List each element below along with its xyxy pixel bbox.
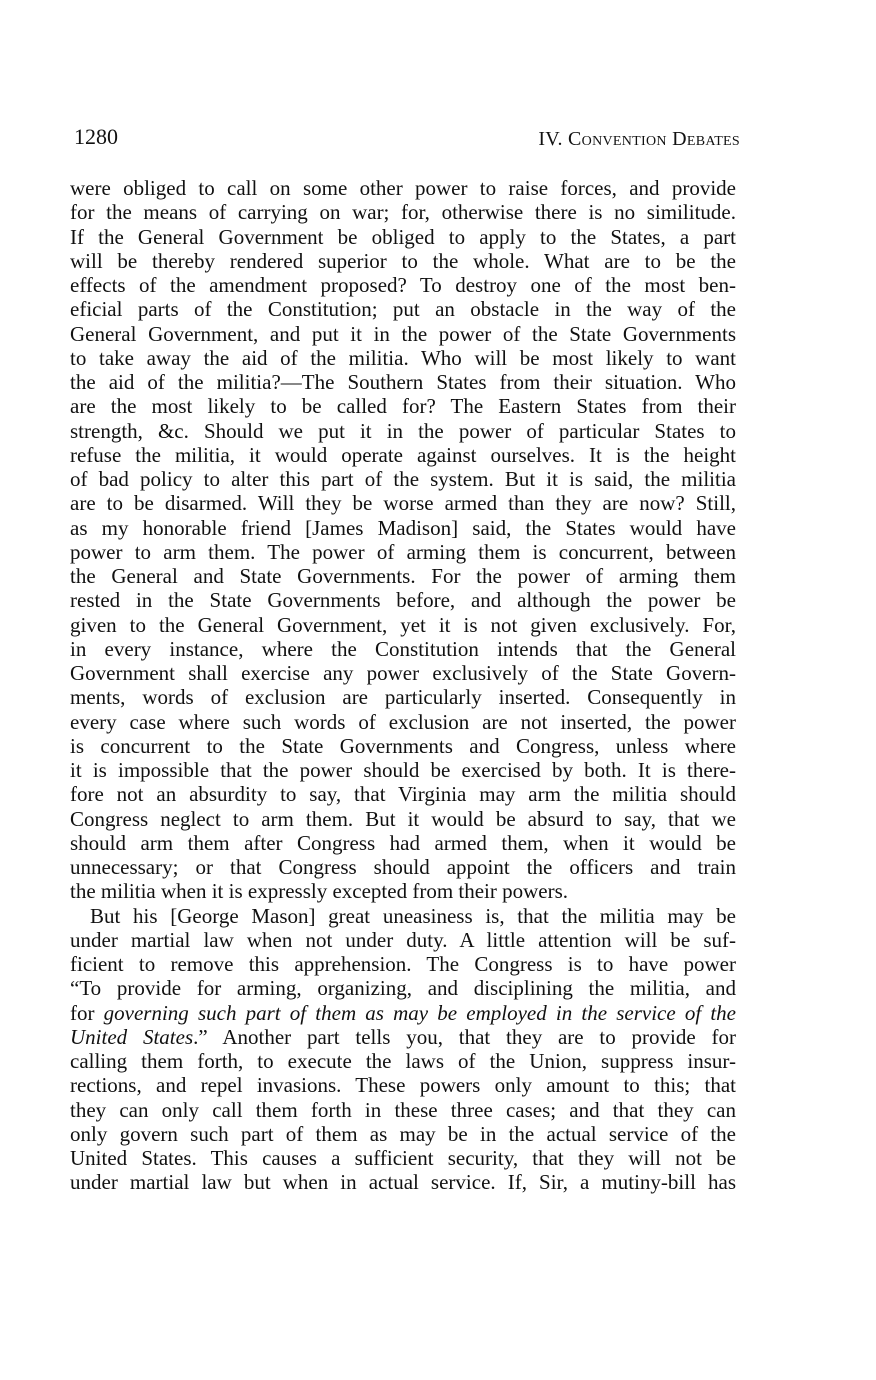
text-line: refuse the militia, it would operate against ourselves. It is the height bbox=[70, 442, 736, 467]
text-line: ments, words of exclusion are particularly inserted. Consequently in bbox=[70, 685, 736, 710]
text-line bbox=[70, 1025, 736, 1049]
page-number: 1280 bbox=[74, 124, 118, 149]
text-line: are the most likely to be called for? The Eastern States from their bbox=[70, 394, 736, 419]
text-segment: .” Another part tells you, that they are to provide for bbox=[193, 1024, 736, 1049]
text-line: should arm them after Congress had armed them, when it would be bbox=[70, 830, 736, 855]
text-line: under martial law when not under duty. A little attention will be suf- bbox=[70, 927, 736, 952]
text-line: to take away the aid of the militia. Who will be most likely to want bbox=[70, 345, 736, 370]
italic-quote: governing such part of them as may be employed in the service of the bbox=[103, 1000, 736, 1025]
text-line: will be thereby rendered superior to the whole. What are to be the bbox=[70, 248, 736, 273]
text-line: Congress neglect to arm them. But it would be absurd to say, that we bbox=[70, 806, 736, 831]
text-line: eficial parts of the Constitution; put an obstacle in the way of the bbox=[70, 297, 736, 322]
text-line: effects of the amendment proposed? To destroy one of the most ben- bbox=[70, 273, 736, 297]
text-line: the General and State Governments. For the power of arming them bbox=[70, 564, 736, 588]
text-line: strength, &c. Should we put it in the power of particular States to bbox=[70, 418, 736, 443]
text-line: given to the General Government, yet it is not given exclusively. For, bbox=[70, 612, 736, 637]
text-line: General Government, and put it in the power of the State Governments bbox=[70, 321, 736, 346]
text-line: the aid of the militia?—The Southern States from their situation. Who bbox=[70, 370, 736, 394]
text-segment: for bbox=[70, 1000, 104, 1025]
text-line: If the General Government be obliged to apply to the States, a part bbox=[70, 224, 736, 249]
text-line: they can only call them forth in these three cases; and that they can bbox=[70, 1097, 736, 1122]
text-line: unnecessary; or that Congress should appoint the officers and train bbox=[70, 855, 736, 879]
text-line: under martial law but when in actual service. If, Sir, a mutiny-bill has bbox=[70, 1170, 736, 1195]
text-line: rested in the State Governments before, and although the power be bbox=[70, 588, 736, 613]
text-line: rections, and repel invasions. These powers only amount to this; that bbox=[70, 1073, 736, 1098]
text-line: United States. This causes a sufficient security, that they will not be bbox=[70, 1146, 736, 1170]
running-head bbox=[74, 122, 740, 156]
text-line: fore not an absurdity to say, that Virginia may arm the militia should bbox=[70, 782, 736, 807]
text-line: of bad policy to alter this part of the system. But it is said, the militia bbox=[70, 467, 736, 491]
text-line: “To provide for arming, organizing, and disciplining the militia, and bbox=[70, 976, 736, 1001]
text-line: in every instance, where the Constitution intends that the General bbox=[70, 636, 736, 661]
text-line bbox=[70, 1001, 736, 1025]
text-line: is concurrent to the State Governments and Congress, unless where bbox=[70, 733, 736, 758]
text-line: every case where such words of exclusion are not inserted, the power bbox=[70, 709, 736, 734]
text-line: as my honorable friend [James Madison] said, the States would have bbox=[70, 515, 736, 540]
text-line: for the means of carrying on war; for, otherwise there is no similitude. bbox=[70, 200, 736, 225]
text-line: Government shall exercise any power exclusively of the State Govern- bbox=[70, 661, 736, 685]
body-text bbox=[70, 176, 736, 1195]
text-line: ficient to remove this apprehension. The Congress is to have power bbox=[70, 952, 736, 976]
text-line: are to be disarmed. Will they be worse armed than they are now? Still, bbox=[70, 491, 736, 516]
text-line: it is impossible that the power should be exercised by both. It is there- bbox=[70, 758, 736, 782]
text-line: calling them forth, to execute the laws of the Union, suppress insur- bbox=[70, 1049, 736, 1073]
text-line: were obliged to call on some other power to raise forces, and provide bbox=[70, 176, 736, 200]
text-line: But his [George Mason] great uneasiness is, that the militia may be bbox=[90, 903, 736, 928]
text-line: only govern such part of them as may be in the actual service of the bbox=[70, 1121, 736, 1146]
text-line: the militia when it is expressly excepted from their powers. bbox=[70, 879, 569, 904]
section-title: IV. Convention Debates bbox=[538, 128, 740, 150]
text-line: power to arm them. The power of arming them is concurrent, between bbox=[70, 539, 736, 564]
italic-quote: United States bbox=[70, 1024, 194, 1049]
